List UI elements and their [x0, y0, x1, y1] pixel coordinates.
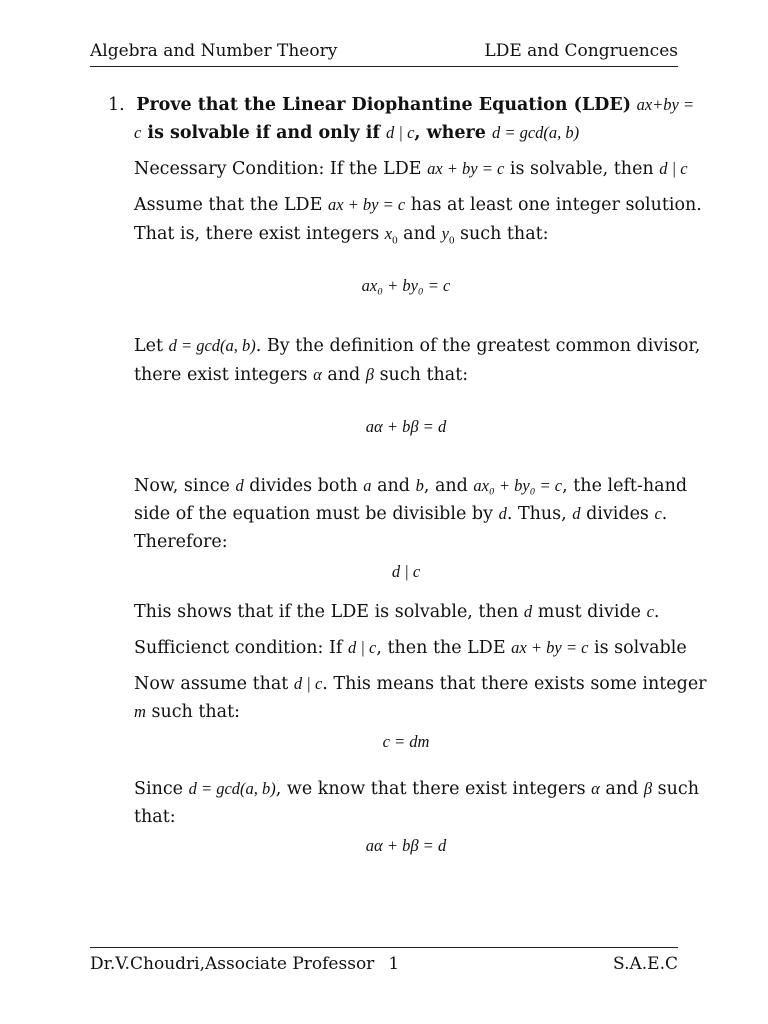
text: This shows that if the LDE is solvable, then [134, 602, 524, 622]
display-equation-4: c = dm [382, 732, 430, 751]
text: Let [134, 336, 169, 356]
math-alpha: α [591, 779, 600, 798]
since-line-2: that: [134, 807, 176, 827]
text: Now assume that [134, 674, 294, 694]
math-a: a [363, 476, 372, 495]
text: . [661, 504, 668, 524]
math-gcd-def: d = gcd(a, b) [188, 779, 276, 798]
subscript: 0 [448, 234, 455, 247]
text: is solvable [588, 638, 687, 658]
math-d: d [572, 504, 581, 523]
text: and [321, 365, 366, 385]
text: has at least one integer solution. [405, 195, 702, 215]
math-gcd-def: d = gcd(a, b) [491, 123, 580, 142]
text: Necessary Condition: If the LDE [134, 159, 428, 179]
problem-statement-bold: Prove that the Linear Diophantine Equation (LDE) [136, 95, 631, 115]
text: , we know that there exist integers [275, 779, 592, 799]
math-divides: d | c [347, 638, 377, 657]
text: Sufficienct condition: If [134, 638, 348, 658]
math-gcd-def: d = gcd(a, b) [168, 336, 256, 355]
math-d: d [498, 504, 507, 523]
math-b: b [415, 476, 424, 495]
text: . Thus, [506, 504, 573, 524]
problem-equation: ax+by = [636, 95, 695, 114]
therefore-line: Therefore: [134, 532, 228, 552]
necessary-condition-line [134, 157, 688, 181]
math-divides: d | c [293, 674, 323, 693]
header-course-title: Algebra and Number Theory [90, 41, 338, 61]
let-line-1 [134, 334, 700, 358]
text: Assume that the LDE [134, 195, 328, 215]
display-equation-3: d | c [391, 562, 421, 581]
subscript: 0 [392, 234, 398, 247]
text: divides both [243, 476, 364, 496]
text: , and [423, 476, 474, 496]
now-line-2 [134, 502, 667, 526]
math-divides: d | c [659, 159, 688, 178]
text: Now, since [134, 476, 236, 496]
text: such that: [145, 702, 241, 722]
problem-statement-bold-2: is solvable if and only if [141, 123, 387, 143]
text: side of the equation must be divisible by [134, 504, 499, 524]
math-m: m [134, 702, 146, 721]
text: such that: [374, 365, 469, 385]
page-footer [90, 947, 678, 978]
math-lde: ax + by = c [511, 638, 589, 657]
math-divides: d | c [386, 123, 415, 142]
since-line-1 [134, 777, 699, 801]
math-alpha: α [313, 365, 322, 384]
text: . [653, 602, 660, 622]
text: . This means that there exists some integer [322, 674, 707, 694]
text: That is, there exist integers [134, 224, 385, 244]
sufficient-condition-line [134, 636, 687, 660]
math-d: d [235, 476, 244, 495]
problem-where: , where [414, 123, 492, 143]
problem-line-2 [134, 121, 579, 145]
text: such that: [454, 224, 549, 244]
math-beta: β [643, 779, 653, 798]
text: is solvable, then [504, 159, 660, 179]
text: and [397, 224, 442, 244]
display-equation-1: ax₀ + by₀ = c [361, 276, 451, 295]
header-chapter-title: LDE and Congruences [484, 41, 678, 61]
text: , the left-hand [562, 476, 688, 496]
page-number: 1 [388, 954, 400, 974]
math-c: c [646, 602, 654, 621]
display-equation-5: aα + bβ = d [365, 836, 447, 855]
let-line-2 [134, 363, 468, 387]
math-d: d [523, 602, 533, 621]
text: and [599, 779, 644, 799]
assume-line-2 [134, 222, 549, 253]
text: such [652, 779, 699, 799]
math-equation: ax₀ + by₀ = c [473, 476, 563, 495]
assume-line-1 [134, 193, 702, 217]
math-beta: β [365, 365, 375, 384]
text: divides [580, 504, 655, 524]
now-assume-line-2 [134, 700, 240, 724]
now-assume-line-1 [134, 672, 707, 696]
math-c: c [654, 504, 662, 523]
text: , then the LDE [376, 638, 512, 658]
footer-author-name: Dr.V.Choudri,Associate Professor [90, 954, 375, 974]
shows-line [134, 600, 660, 624]
item-number: 1. [108, 95, 125, 115]
text: there exist integers [134, 365, 314, 385]
text: must divide [532, 602, 647, 622]
display-equation-2: aα + bβ = d [365, 417, 447, 436]
text: and [371, 476, 416, 496]
footer-author [90, 954, 399, 974]
math-lde: ax + by = c [327, 195, 406, 214]
problem-line-1 [108, 93, 694, 117]
text: . By the definition of the greatest common divisor, [255, 336, 701, 356]
now-line-1 [134, 474, 687, 498]
math-x: x [384, 224, 393, 243]
math-lde: ax + by = c [427, 159, 505, 178]
text: Since [134, 779, 189, 799]
page-header [90, 40, 678, 67]
footer-institution: S.A.E.C [613, 954, 678, 974]
math-c: c [134, 123, 142, 142]
math-y: y [441, 224, 449, 243]
